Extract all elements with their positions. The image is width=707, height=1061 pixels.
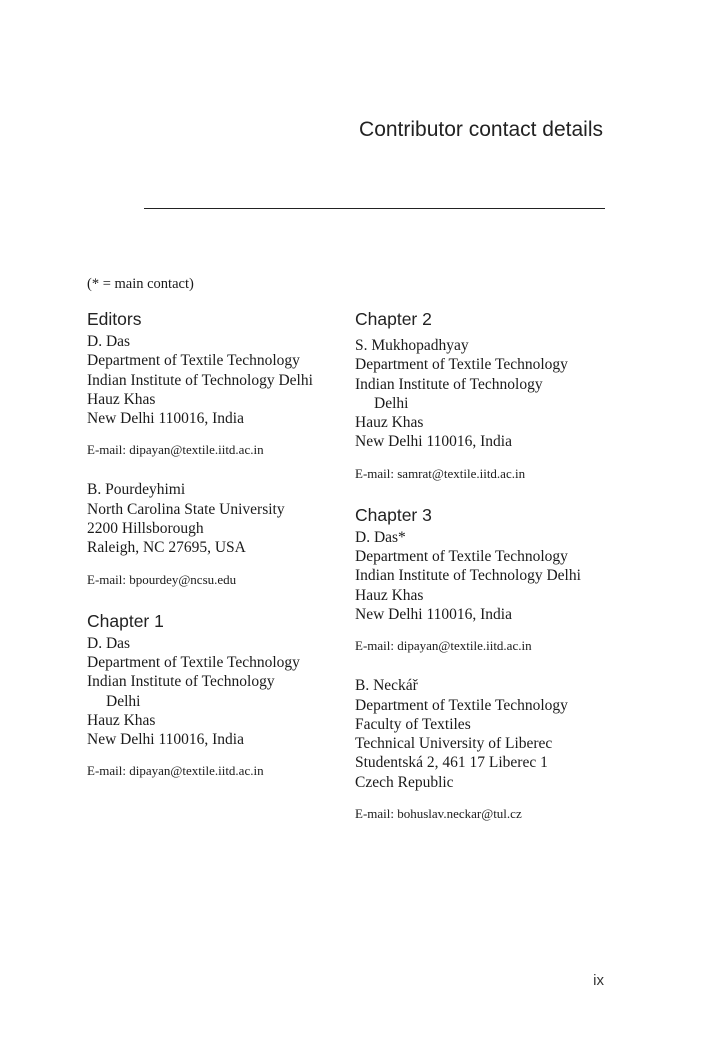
contact-city: New Delhi 110016, India <box>87 731 244 749</box>
contact-address: Hauz Khas <box>87 390 156 408</box>
contact-institution: Indian Institute of Technology Delhi <box>355 567 581 585</box>
contact-institution-cont: Delhi <box>106 692 141 710</box>
title-rule <box>144 208 605 209</box>
contact-city: New Delhi 110016, India <box>355 433 512 451</box>
contact-address: Hauz Khas <box>355 414 424 432</box>
contact-institution: Indian Institute of Technology Delhi <box>87 371 313 389</box>
page-number: ix <box>593 972 604 989</box>
contact-email: E-mail: dipayan@textile.iitd.ac.in <box>87 442 264 458</box>
chapter-2-heading: Chapter 2 <box>355 309 432 329</box>
contact-email: E-mail: bpourdey@ncsu.edu <box>87 571 237 587</box>
chapter-3-heading: Chapter 3 <box>355 504 432 525</box>
contact-faculty: Faculty of Textiles <box>355 715 471 733</box>
contact-institution: North Carolina State University <box>87 500 285 518</box>
contact-block-chapter3-das <box>355 528 615 654</box>
contact-institution-cont: Delhi <box>374 394 409 412</box>
page-title: Contributor contact details <box>359 118 603 141</box>
contact-block-editor-das <box>87 332 347 458</box>
contact-department: Department of Textile Technology <box>355 548 568 566</box>
contact-city: New Delhi 110016, India <box>355 605 512 623</box>
contact-city: New Delhi 110016, India <box>87 410 244 428</box>
contact-institution: Indian Institute of Technology <box>87 673 275 691</box>
contact-institution: Technical University of Liberec <box>355 735 553 753</box>
contact-address: Hauz Khas <box>87 711 156 729</box>
contact-block-chapter3-neckar <box>355 676 615 822</box>
contact-name: D. Das* <box>355 528 406 546</box>
contact-city: Raleigh, NC 27695, USA <box>87 539 246 557</box>
contact-block-chapter2-mukhopadhyay <box>355 336 615 482</box>
contact-email: E-mail: samrat@textile.iitd.ac.in <box>355 465 526 481</box>
contact-email: E-mail: dipayan@textile.iitd.ac.in <box>355 638 532 654</box>
left-column <box>87 308 347 801</box>
right-column <box>355 308 615 844</box>
contact-department: Department of Textile Technology <box>355 696 568 714</box>
editors-heading: Editors <box>87 309 142 329</box>
contact-block-editor-pourdeyhimi <box>87 480 347 587</box>
contact-block-chapter1-das <box>87 634 347 780</box>
contact-name: B. Pourdeyhimi <box>87 481 186 499</box>
contact-email: E-mail: dipayan@textile.iitd.ac.in <box>87 763 264 779</box>
contact-address: 2200 Hillsborough <box>87 520 204 538</box>
contact-department: Department of Textile Technology <box>355 356 568 374</box>
contact-email: E-mail: bohuslav.neckar@tul.cz <box>355 806 522 822</box>
contact-address: Studentská 2, 461 17 Liberec 1 <box>355 754 548 772</box>
contact-name: D. Das <box>87 634 131 652</box>
contact-department: Department of Textile Technology <box>87 653 300 671</box>
contact-name: D. Das <box>87 333 131 350</box>
main-contact-note: (* = main contact) <box>87 276 194 292</box>
chapter-1-heading: Chapter 1 <box>87 610 164 631</box>
contact-country: Czech Republic <box>355 773 454 791</box>
contact-name: B. Neckář <box>355 677 418 695</box>
contact-department: Department of Textile Technology <box>87 352 300 370</box>
contact-institution: Indian Institute of Technology <box>355 375 543 393</box>
contact-name: S. Mukhopadhyay <box>355 337 469 354</box>
contact-address: Hauz Khas <box>355 586 424 604</box>
